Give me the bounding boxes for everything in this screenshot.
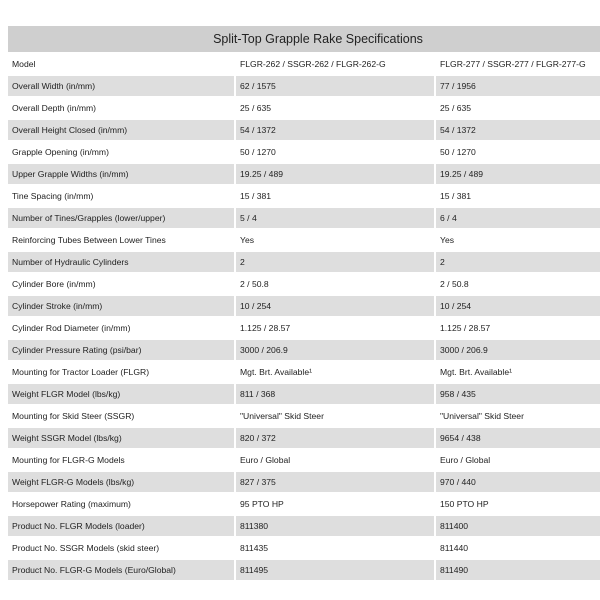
spec-label-cell: Weight FLGR Model (lbs/kg)	[8, 384, 234, 404]
spec-value-262-cell: 50 / 1270	[236, 142, 434, 162]
table-row	[8, 472, 600, 492]
spec-value-262-cell: Yes	[236, 230, 434, 250]
spec-value-277-cell: 10 / 254	[436, 296, 600, 316]
table-row	[8, 54, 600, 74]
table-row	[8, 340, 600, 360]
spec-value-277-cell: 54 / 1372	[436, 120, 600, 140]
spec-value-277-cell: 6 / 4	[436, 208, 600, 228]
table-row	[8, 230, 600, 250]
table-row	[8, 362, 600, 382]
spec-label-cell: Mounting for FLGR-G Models	[8, 450, 234, 470]
spec-value-277-cell: 77 / 1956	[436, 76, 600, 96]
spec-value-277-cell: 19.25 / 489	[436, 164, 600, 184]
spec-value-277-cell: 9654 / 438	[436, 428, 600, 448]
table-row	[8, 252, 600, 272]
table-row	[8, 296, 600, 316]
table-row	[8, 120, 600, 140]
spec-value-277-cell: 2	[436, 252, 600, 272]
spec-table	[8, 26, 600, 582]
spec-value-262-cell: 811435	[236, 538, 434, 558]
spec-value-262-cell: 811495	[236, 560, 434, 580]
spec-value-262-cell: 25 / 635	[236, 98, 434, 118]
spec-value-262-cell: 19.25 / 489	[236, 164, 434, 184]
spec-value-262-cell: 811 / 368	[236, 384, 434, 404]
spec-value-277-cell: 15 / 381	[436, 186, 600, 206]
spec-value-262-cell: Mgt. Brt. Available¹	[236, 362, 434, 382]
spec-value-277-cell: Yes	[436, 230, 600, 250]
spec-value-262-cell: 5 / 4	[236, 208, 434, 228]
spec-value-262-cell: 15 / 381	[236, 186, 434, 206]
spec-value-262-cell: 3000 / 206.9	[236, 340, 434, 360]
spec-label-cell: Mounting for Tractor Loader (FLGR)	[8, 362, 234, 382]
spec-table-body	[8, 54, 600, 580]
spec-value-262-cell: 54 / 1372	[236, 120, 434, 140]
spec-value-262-cell: 95 PTO HP	[236, 494, 434, 514]
table-row	[8, 318, 600, 338]
table-row	[8, 428, 600, 448]
spec-value-277-cell: 2 / 50.8	[436, 274, 600, 294]
spec-value-277-cell: 811490	[436, 560, 600, 580]
spec-value-277-cell: "Universal" Skid Steer	[436, 406, 600, 426]
spec-value-277-cell: FLGR-277 / SSGR-277 / FLGR-277-G	[436, 54, 600, 74]
spec-label-cell: Product No. FLGR Models (loader)	[8, 516, 234, 536]
spec-value-277-cell: 150 PTO HP	[436, 494, 600, 514]
spec-label-cell: Reinforcing Tubes Between Lower Tines	[8, 230, 234, 250]
spec-value-277-cell: 811400	[436, 516, 600, 536]
spec-label-cell: Cylinder Bore (in/mm)	[8, 274, 234, 294]
spec-value-262-cell: 62 / 1575	[236, 76, 434, 96]
spec-label-cell: Horsepower Rating (maximum)	[8, 494, 234, 514]
spec-value-277-cell: 3000 / 206.9	[436, 340, 600, 360]
spec-value-277-cell: 25 / 635	[436, 98, 600, 118]
table-row	[8, 406, 600, 426]
table-row	[8, 538, 600, 558]
spec-value-262-cell: "Universal" Skid Steer	[236, 406, 434, 426]
spec-value-277-cell: Mgt. Brt. Available¹	[436, 362, 600, 382]
table-row	[8, 164, 600, 184]
spec-value-277-cell: 50 / 1270	[436, 142, 600, 162]
spec-label-cell: Product No. FLGR-G Models (Euro/Global)	[8, 560, 234, 580]
spec-label-cell: Cylinder Stroke (in/mm)	[8, 296, 234, 316]
spec-value-262-cell: FLGR-262 / SSGR-262 / FLGR-262-G	[236, 54, 434, 74]
spec-value-277-cell: 811440	[436, 538, 600, 558]
table-row	[8, 450, 600, 470]
spec-label-cell: Overall Depth (in/mm)	[8, 98, 234, 118]
spec-label-cell: Cylinder Rod Diameter (in/mm)	[8, 318, 234, 338]
spec-value-277-cell: 958 / 435	[436, 384, 600, 404]
table-row	[8, 494, 600, 514]
spec-value-277-cell: 1.125 / 28.57	[436, 318, 600, 338]
spec-label-cell: Tine Spacing (in/mm)	[8, 186, 234, 206]
spec-label-cell: Cylinder Pressure Rating (psi/bar)	[8, 340, 234, 360]
table-row	[8, 142, 600, 162]
table-row	[8, 274, 600, 294]
spec-table-container	[8, 26, 600, 582]
spec-label-cell: Mounting for Skid Steer (SSGR)	[8, 406, 234, 426]
table-row	[8, 76, 600, 96]
spec-label-cell: Number of Hydraulic Cylinders	[8, 252, 234, 272]
spec-value-262-cell: 820 / 372	[236, 428, 434, 448]
table-row	[8, 208, 600, 228]
spec-value-262-cell: 10 / 254	[236, 296, 434, 316]
spec-value-262-cell: 1.125 / 28.57	[236, 318, 434, 338]
spec-value-277-cell: Euro / Global	[436, 450, 600, 470]
spec-value-262-cell: 811380	[236, 516, 434, 536]
spec-value-262-cell: 2 / 50.8	[236, 274, 434, 294]
table-row	[8, 186, 600, 206]
table-title-row	[8, 26, 600, 52]
spec-label-cell: Product No. SSGR Models (skid steer)	[8, 538, 234, 558]
spec-label-cell: Overall Width (in/mm)	[8, 76, 234, 96]
spec-label-cell: Number of Tines/Grapples (lower/upper)	[8, 208, 234, 228]
spec-value-262-cell: 2	[236, 252, 434, 272]
table-row	[8, 560, 600, 580]
table-row	[8, 384, 600, 404]
spec-value-277-cell: 970 / 440	[436, 472, 600, 492]
table-row	[8, 516, 600, 536]
spec-label-cell: Grapple Opening (in/mm)	[8, 142, 234, 162]
spec-value-262-cell: 827 / 375	[236, 472, 434, 492]
spec-label-cell: Weight SSGR Model (lbs/kg)	[8, 428, 234, 448]
spec-label-cell: Model	[8, 54, 234, 74]
spec-label-cell: Overall Height Closed (in/mm)	[8, 120, 234, 140]
table-row	[8, 98, 600, 118]
table-title: Split-Top Grapple Rake Specifications	[8, 26, 600, 52]
spec-label-cell: Upper Grapple Widths (in/mm)	[8, 164, 234, 184]
spec-label-cell: Weight FLGR-G Models (lbs/kg)	[8, 472, 234, 492]
spec-value-262-cell: Euro / Global	[236, 450, 434, 470]
